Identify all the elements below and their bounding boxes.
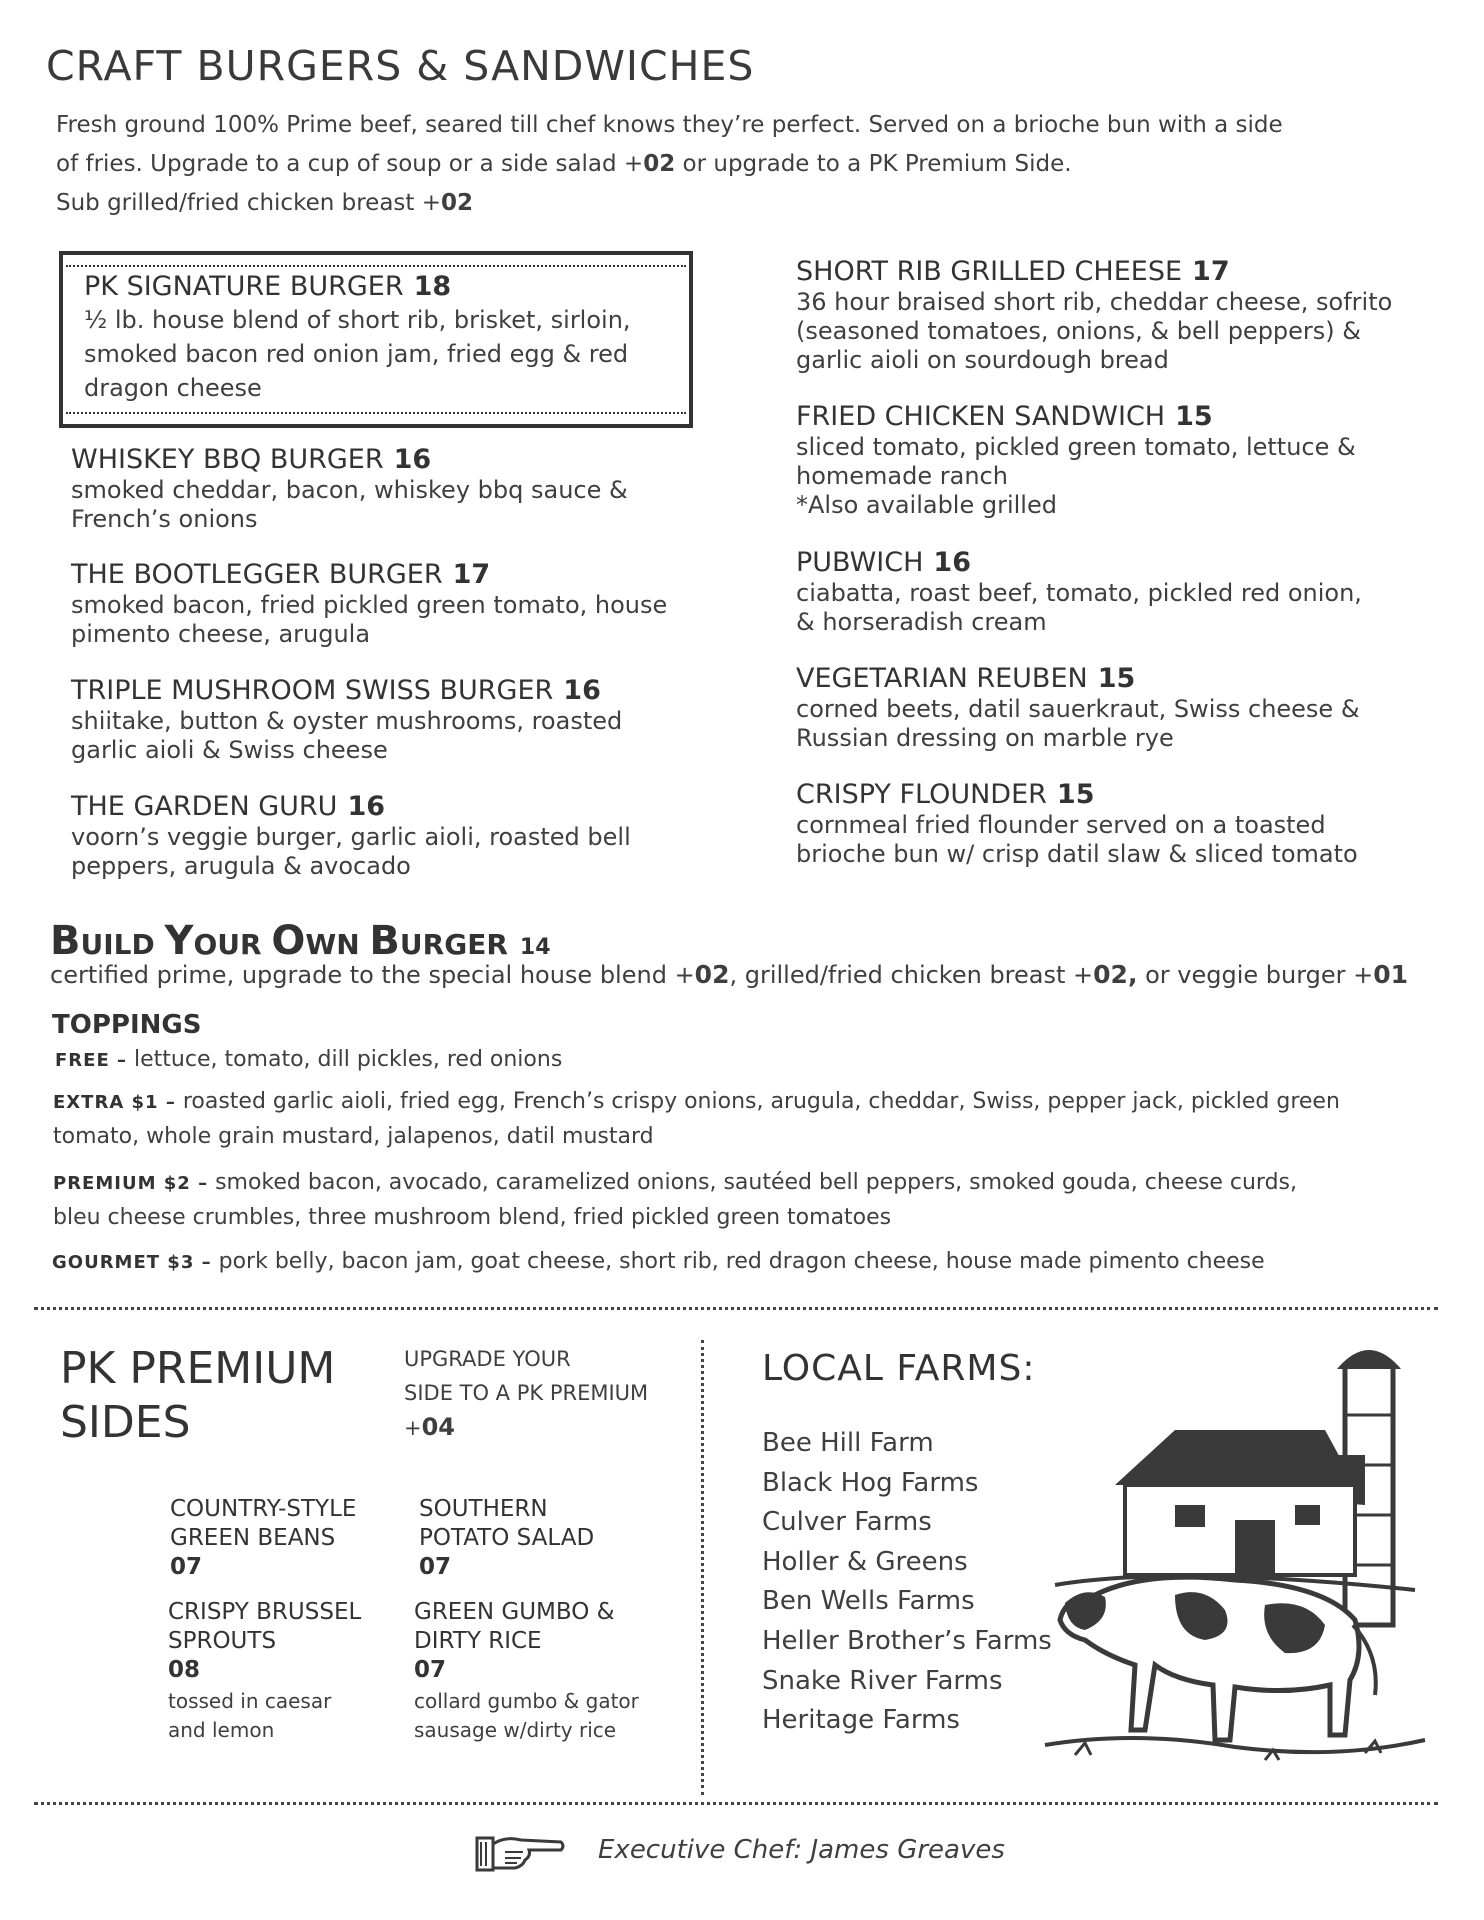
desc-line: shiitake, button & oyster mushrooms, roasted [71,707,623,735]
desc-line: peppers, arugula & avocado [71,852,411,880]
desc-line: French’s onions [71,505,258,533]
desc-line: smoked cheddar, bacon, whiskey bbq sauce & [71,476,628,504]
side-price: 07 [419,1554,452,1580]
item-description [796,811,1436,869]
item-description [796,288,1436,375]
desc-line: ciabatta, roast beef, tomato, pickled red onion, [796,579,1362,607]
upgrade-price-line [404,1410,648,1445]
toppings-label: GOURMET $3 – [52,1252,212,1273]
premium-upgrade-note [404,1342,648,1445]
item-name: PK SIGNATURE BURGER [84,271,404,302]
list-item: Heritage Farms [762,1705,960,1736]
item-name: THE BOOTLEGGER BURGER [71,559,443,590]
intro-line-3a: Sub grilled/fried chicken breast + [56,190,441,216]
desc-line: brioche bun w/ crisp datil slaw & sliced tomato [796,840,1358,868]
page-title: CRAFT BURGERS & SANDWICHES [46,42,755,90]
desc-line: garlic aioli on sourdough bread [796,346,1169,374]
desc-line: smoked bacon red onion jam, fried egg & red [84,340,629,368]
upgrade-line: SIDE TO A PK PREMIUM [404,1381,649,1405]
menu-item-garden-guru [71,791,711,881]
item-name-line [796,663,1436,695]
byob-letter: Y [164,918,194,964]
chicken-sub-price: 02 [441,190,474,216]
byob-price: 14 [519,935,551,960]
soup-upgrade-price: 02 [643,151,676,177]
menu-item-short-rib-grilled-cheese [796,256,1436,375]
menu-item-bootlegger-burger [71,559,711,649]
toppings-text: smoked bacon, avocado, caramelized onions, sautéed bell peppers, smoked gouda, cheese curds, [208,1170,1297,1195]
item-description [796,579,1436,637]
title-line: PK PREMIUM [60,1343,336,1394]
desc-line: voorn’s veggie burger, garlic aioli, roasted bell [71,823,631,851]
title-line: SIDES [60,1397,191,1448]
menu-item-pubwich [796,547,1436,637]
desc-line: smoked bacon, fried pickled green tomato, house [71,591,668,619]
desc-line: *Also available grilled [796,491,1057,519]
desc-line: and lemon [168,1718,275,1742]
toppings-label: EXTRA $1 – [53,1092,176,1113]
item-price: 18 [413,271,452,302]
byob-desc-part: certified prime, upgrade to the special house blend + [50,961,695,989]
side-price: 07 [414,1657,447,1683]
item-price: 16 [563,675,601,706]
list-item: Bee Hill Farm [762,1428,934,1458]
desc-line: Russian dressing on marble rye [796,724,1174,752]
item-description [84,303,724,405]
toppings-heading: TOPPINGS [52,1010,202,1040]
section-divider [34,1307,1438,1310]
byob-word: OUR [193,928,272,961]
pointing-hand-icon [475,1830,567,1876]
intro-line-2 [56,145,1356,184]
item-description [796,695,1436,753]
item-name: TRIPLE MUSHROOM SWISS BURGER [71,675,554,706]
item-name: SHORT RIB GRILLED CHEESE [796,256,1183,287]
toppings-label: PREMIUM $2 – [53,1173,209,1194]
list-item: Culver Farms [762,1507,932,1538]
byob-desc-part: or veggie burger + [1137,961,1374,989]
desc-line: dragon cheese [84,374,262,402]
item-price: 16 [393,444,432,475]
executive-chef: Executive Chef: James Greaves [598,1835,1005,1865]
item-price: 17 [1192,256,1230,287]
toppings-gourmet [52,1245,1362,1280]
byob-word: WN [305,928,370,961]
item-description [71,476,711,534]
item-name: CRISPY FLOUNDER [796,779,1047,810]
toppings-text: tomato, whole grain mustard, jalapenos, datil mustard [53,1124,654,1149]
side-item-potato-salad [419,1495,639,1582]
byob-desc-part: , grilled/fried chicken breast + [729,961,1094,989]
toppings-extra [53,1085,1363,1154]
item-name-line [796,547,1436,579]
side-name: POTATO SALAD [419,1525,595,1551]
item-name-line [71,444,711,476]
side-name: DIRTY RICE [414,1628,542,1654]
house-blend-price: 02 [694,960,730,989]
upgrade-plus: + [404,1416,422,1440]
byob-word: UILD [80,928,165,961]
item-description [796,433,1436,520]
side-price: 08 [168,1657,201,1683]
premium-sides-title [60,1342,335,1450]
list-item: Heller Brother’s Farms [762,1625,1052,1656]
byob-heading [50,918,551,964]
item-price: 17 [452,559,491,590]
item-name: VEGETARIAN REUBEN [796,663,1088,694]
list-item: Ben Wells Farms [762,1586,975,1617]
side-name: GREEN GUMBO & [414,1599,615,1625]
farms-list [762,1424,1052,1741]
item-name-line [71,675,711,707]
toppings-label: FREE – [55,1050,128,1071]
item-description [71,591,711,649]
item-name-line [71,559,711,591]
chicken-price: 02, [1093,960,1138,989]
desc-line: collard gumbo & gator [414,1689,639,1713]
list-item: Holler & Greens [762,1546,968,1577]
item-name-line [71,791,711,823]
footer-divider [34,1802,1438,1805]
menu-item-fried-chicken-sandwich [796,401,1436,520]
menu-item-pk-signature-burger [84,271,724,405]
menu-item-crispy-flounder [796,779,1436,869]
menu-item-whiskey-bbq-burger [71,444,711,534]
item-price: 16 [347,791,386,822]
upgrade-price: 04 [421,1413,456,1441]
list-item: Snake River Farms [762,1665,1003,1696]
upgrade-line: UPGRADE YOUR [404,1347,571,1371]
item-name: FRIED CHICKEN SANDWICH [796,401,1166,432]
side-name: SPROUTS [168,1628,277,1654]
item-description [71,707,711,765]
byob-word: URGER [399,928,508,961]
toppings-text: pork belly, bacon jam, goat cheese, short rib, red dragon cheese, house made pimento cheese [211,1249,1265,1274]
item-name-line [84,271,724,303]
item-name-line [796,256,1436,288]
item-price: 15 [1175,401,1213,432]
menu-item-triple-mushroom-swiss-burger [71,675,711,765]
desc-line: pimento cheese, arugula [71,620,371,648]
desc-line: homemade ranch [796,462,1008,490]
item-price: 15 [1056,779,1095,810]
list-item: Black Hog Farms [762,1467,979,1498]
item-name: WHISKEY BBQ BURGER [71,444,384,475]
intro-text [56,106,1356,223]
item-description [71,823,711,881]
toppings-free [55,1043,1365,1078]
intro-line-3 [56,184,1356,223]
desc-line: (seasoned tomatoes, onions, & bell peppers) & [796,317,1362,345]
toppings-text: roasted garlic aioli, fried egg, French’s crispy onions, arugula, cheddar, Swiss, pepper jack, pickled green [175,1089,1340,1114]
intro-line-2b: or upgrade to a PK Premium Side. [675,151,1072,177]
desc-line: corned beets, datil sauerkraut, Swiss cheese & [796,695,1360,723]
side-description [414,1687,654,1745]
side-name: GREEN BEANS [170,1525,336,1551]
byob-letter: B [369,918,400,964]
byob-description [50,960,1408,989]
side-price: 07 [170,1554,203,1580]
item-name: PUBWICH [796,547,924,578]
desc-line: & horseradish cream [796,608,1047,636]
item-price: 15 [1097,663,1136,694]
toppings-text: bleu cheese crumbles, three mushroom blend, fried pickled green tomatoes [53,1205,892,1230]
item-price: 16 [933,547,971,578]
intro-line-2a: of fries. Upgrade to a cup of soup or a side salad + [56,151,644,177]
desc-line: tossed in caesar [168,1689,332,1713]
intro-line-1: Fresh ground 100% Prime beef, seared till chef knows they’re perfect. Served on a brioche bun with a side [56,112,1283,138]
menu-item-vegetarian-reuben [796,663,1436,753]
byob-letter: O [271,918,306,964]
local-farms-title: LOCAL FARMS: [762,1348,1036,1389]
desc-line: sliced tomato, pickled green tomato, lettuce & [796,433,1356,461]
column-divider [701,1340,704,1795]
side-item-green-beans [170,1495,390,1582]
side-item-green-gumbo [414,1598,654,1745]
item-name: THE GARDEN GURU [71,791,338,822]
desc-line: 36 hour braised short rib, cheddar cheese, sofrito [796,288,1393,316]
toppings-premium [53,1166,1363,1235]
desc-line: ½ lb. house blend of short rib, brisket, sirloin, [84,306,631,334]
side-description [168,1687,388,1745]
side-name: CRISPY BRUSSEL [168,1599,362,1625]
byob-letter: B [50,918,81,964]
desc-line: cornmeal fried flounder served on a toasted [796,811,1326,839]
desc-line: sausage w/dirty rice [414,1718,617,1742]
farm-illustration [1035,1335,1435,1775]
toppings-text: lettuce, tomato, dill pickles, red onions [127,1047,563,1072]
veggie-price: 01 [1373,960,1409,989]
side-name: COUNTRY-STYLE [170,1496,357,1522]
item-name-line [796,779,1436,811]
item-name-line [796,401,1436,433]
desc-line: garlic aioli & Swiss cheese [71,736,388,764]
side-item-brussel-sprouts [168,1598,388,1745]
side-name: SOUTHERN [419,1496,548,1522]
